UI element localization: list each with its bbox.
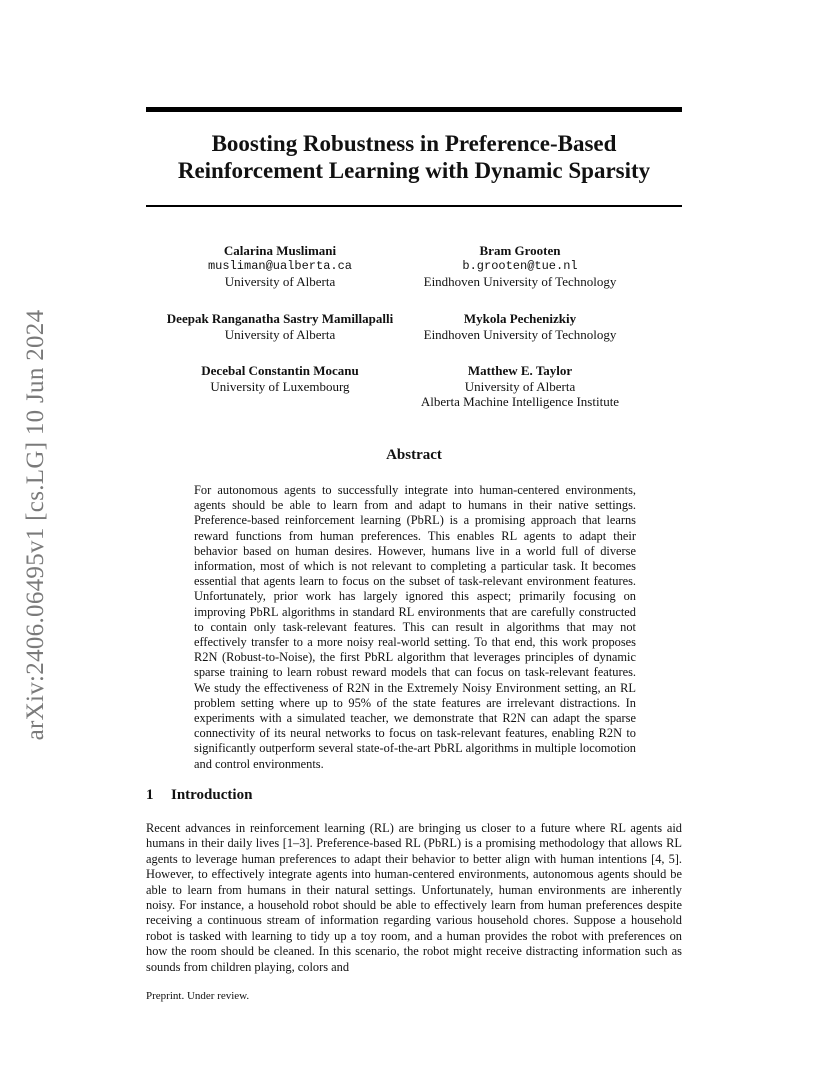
arxiv-identifier [12, 290, 60, 760]
author-affiliation: Eindhoven University of Technology [423, 274, 617, 289]
author-block [140, 363, 420, 394]
author-block [140, 311, 420, 342]
author-name: Mykola Pechenizkiy [463, 311, 577, 326]
title-bottom-rule [146, 205, 682, 207]
section-title: Introduction [171, 787, 253, 803]
author-affiliation: Alberta Machine Intelligence Institute [420, 394, 620, 409]
section-number: 1 [146, 787, 154, 803]
author-email[interactable]: musliman@ualberta.ca [207, 258, 353, 273]
author-block [140, 243, 420, 290]
author-name: Matthew E. Taylor [467, 363, 573, 378]
author-affiliation: University of Luxembourg [210, 378, 350, 394]
title-line-2: Reinforcement Learning with Dynamic Sparsity [177, 158, 651, 183]
author-affiliation: University of Alberta [464, 378, 576, 394]
author-name: Decebal Constantin Mocanu [201, 363, 359, 378]
author-block [380, 243, 660, 290]
author-affiliation: University of Alberta [224, 326, 336, 342]
author-affiliation: University of Alberta [224, 274, 336, 289]
abstract-heading: Abstract [386, 447, 442, 463]
author-affiliation: Eindhoven University of Technology [423, 326, 617, 342]
paper-title [146, 130, 682, 184]
title-top-rule [146, 107, 682, 112]
abstract-body: For autonomous agents to successfully integrate into human-centered environments, agents should be able to learn from and adapt to humans in their native settings. Preference-based reinforcement learning (PbRL) is a promising approach that learns reward functions from human preferences. This enables RL agents to adapt their behavior based on human desires. However, humans live in a world full of diverse information, most of which is not relevant to completing a particular task. It becomes essential that agents learn to focus on the subset of task-relevant environment features. Unfortunately, prior work has largely ignored this aspect; primarily focusing on improving PbRL algorithms in standard RL environments that are carefully constructed to contain only task-relevant features. This can result in algorithms that may not effectively transfer to a more noisy real-world setting. To that end, this work proposes R2N (Robust-to-Noise), the first PbRL algorithm that leverages principles of dynamic sparse training to learn robust reward models that can focus on task-relevant features. We study the effectiveness of R2N in the Extremely Noisy Environment setting, an RL problem setting where up to 95% of the state features are irrelevant distractions. In experiments with a simulated teacher, we demonstrate that R2N can adapt the sparse connectivity of its neural networks to focus on task-relevant features, enabling R2N to significantly outperform several state-of-the-art PbRL algorithms in multiple locomotion and control environments. [194, 483, 636, 771]
author-block [380, 363, 660, 410]
author-email[interactable]: b.grooten@tue.nl [462, 258, 578, 273]
arxiv-identifier-text: arXiv:2406.06495v1 [cs.LG] 10 Jun 2024 [22, 309, 49, 741]
section-heading [146, 787, 252, 804]
author-name: Bram Grooten [479, 243, 561, 258]
author-block [380, 311, 660, 342]
title-line-1: Boosting Robustness in Preference-Based [211, 131, 617, 156]
author-name: Deepak Ranganatha Sastry Mamillapalli [166, 311, 394, 326]
introduction-paragraph: Recent advances in reinforcement learning (RL) are bringing us closer to a future where RL agents aid humans in their daily lives [1–3]. Preference-based RL (PbRL) is a promising methodology that allows RL agents to leverage human preferences to adapt their behavior to better align with human intentions [4, 5]. However, to effectively integrate agents into human-centered environments, autonomous agents should be able to learn from humans in their natural settings. Unfortunately, human environments are inherently noisy. For instance, a household robot should be able to effectively learn from human preferences despite receiving a continuous stream of information regarding various household chores. Suppose a household robot is tasked with learning to tidy up a toy room, and a human provides the robot with preferences on how the room should be cleaned. In this scenario, the robot might receive distracting information such as sounds from children playing, colors and [146, 821, 682, 974]
author-name: Calarina Muslimani [223, 243, 337, 258]
preprint-note: Preprint. Under review. [146, 990, 250, 1002]
